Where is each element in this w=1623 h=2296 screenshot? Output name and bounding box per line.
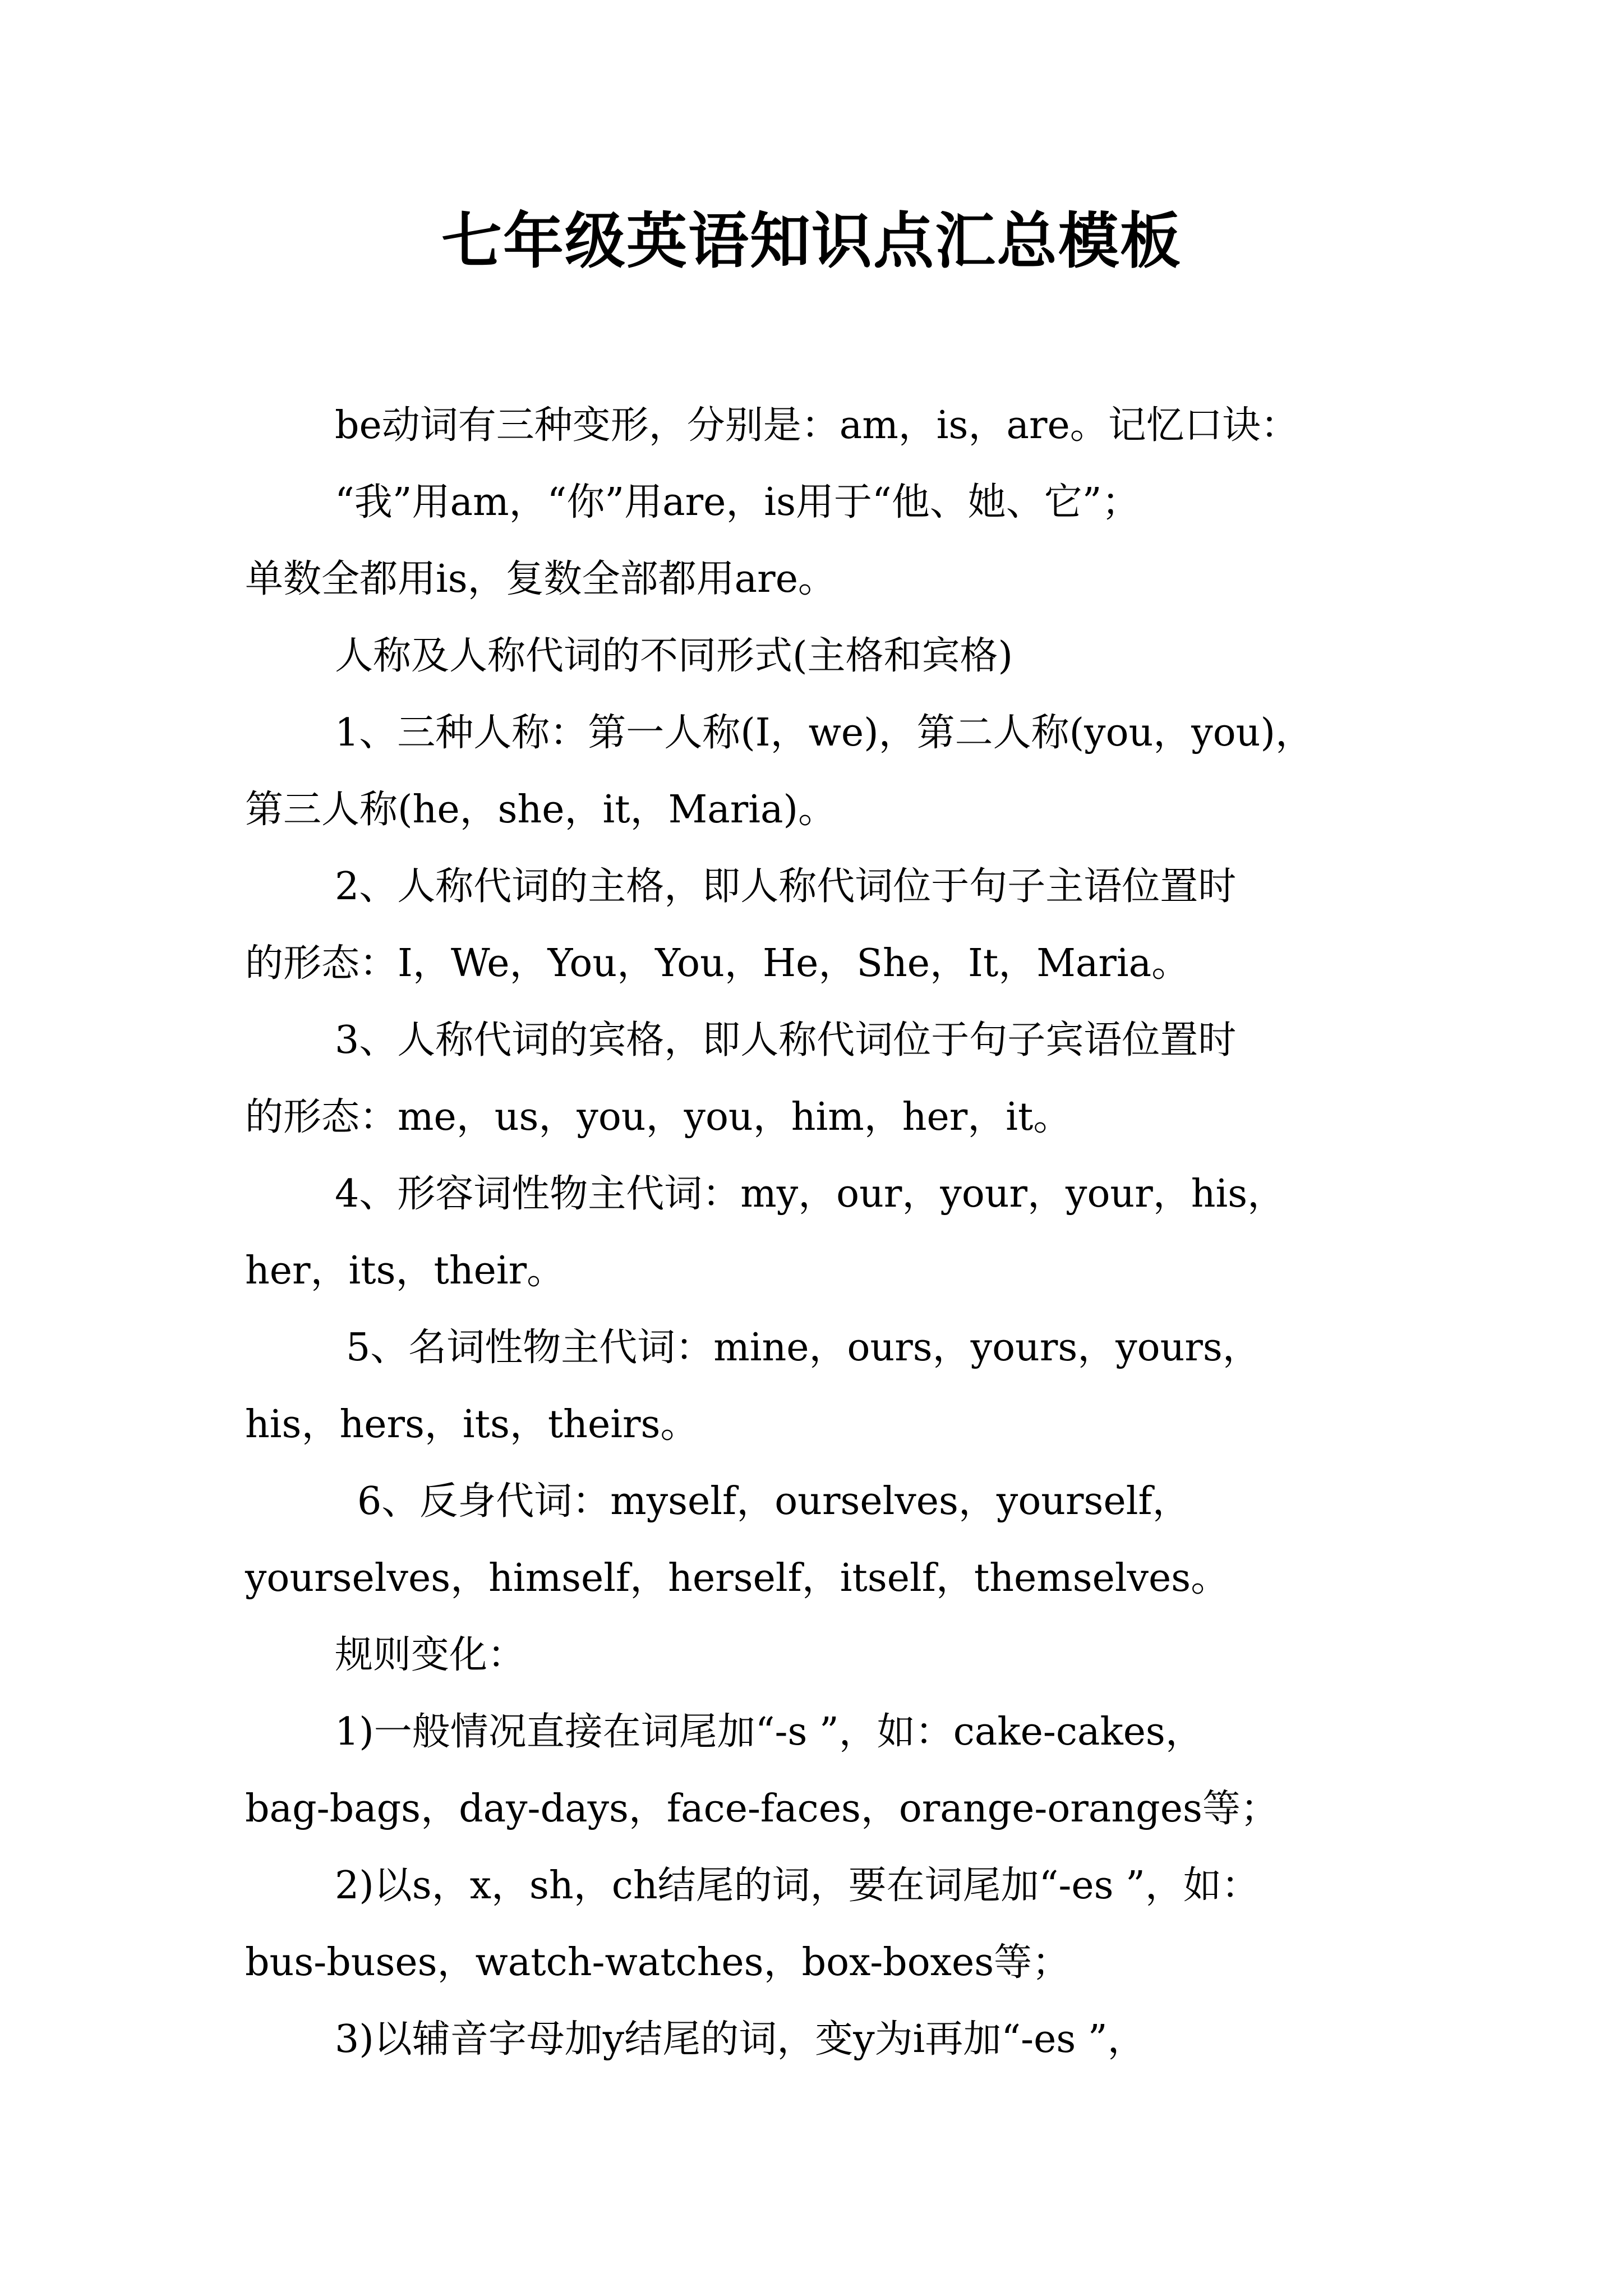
rule-line: bag-bags，day-days，face-faces，orange-oranges等； (245, 1787, 1279, 1831)
paragraph-line: 单数全都用is，复数全部都用are。 (245, 557, 836, 601)
list-item-line: her，its，their。 (245, 1249, 565, 1293)
section-heading: 人称及人称代词的不同形式(主格和宾格) (335, 634, 1013, 678)
document-title: 七年级英语知识点汇总模板 (441, 206, 1182, 277)
section-heading: 规则变化： (335, 1633, 526, 1677)
list-item-line: his，hers，its，theirs。 (245, 1402, 699, 1447)
paragraph-line: “我”用am，“你”用are，is用于“他、她、它”； (335, 480, 1140, 524)
rule-line: 1)一般情况直接在词尾加“-s ”，如：cake-cakes， (335, 1710, 1204, 1754)
list-item-line: 2、人称代词的主格，即人称代词位于句子主语位置时 (335, 864, 1237, 909)
list-item-line: 的形态：me，us，you，you，him，her，it。 (245, 1095, 1072, 1139)
paragraph-line: be动词有三种变形，分别是：am，is，are。记忆口诀： (335, 403, 1299, 448)
list-item-line: 1、三种人称：第一人称(I，we)，第二人称(you，you)， (335, 711, 1313, 755)
rule-line: 3)以辅音字母加y结尾的词，变y为i再加“-es ”， (335, 2017, 1146, 2062)
list-item-line: 的形态：I，We，You，You，He，She，It，Maria。 (245, 941, 1190, 986)
list-item-line: 5、名词性物主代词：mine，ours，yours，yours， (346, 1326, 1261, 1370)
list-item-line: yourselves，himself，herself，itself，themselves。 (245, 1556, 1229, 1600)
rule-line: bus-buses，watch-watches，box-boxes等； (245, 1940, 1071, 1985)
list-item-line: 4、形容词性物主代词：my，our，your，your，his， (335, 1172, 1286, 1216)
list-item-line: 3、人称代词的宾格，即人称代词位于句子宾语位置时 (335, 1018, 1237, 1062)
list-item-line: 6、反身代词：myself，ourselves，yourself， (357, 1479, 1191, 1524)
list-item-line: 第三人称(he，she，it，Maria)。 (245, 788, 837, 832)
document-body (245, 387, 1423, 2078)
rule-line: 2)以s，x，sh，ch结尾的词，要在词尾加“-es ”，如： (335, 1864, 1260, 1908)
